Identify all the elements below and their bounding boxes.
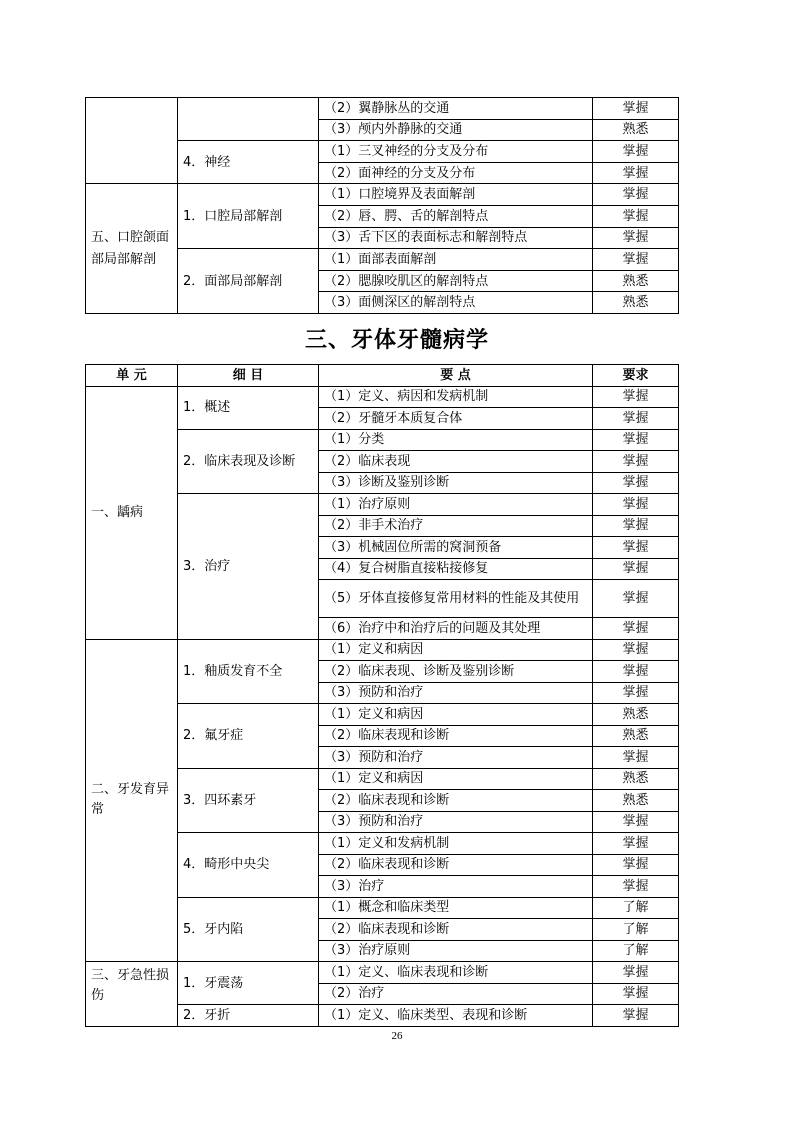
point-cell: （1）分类 xyxy=(319,429,593,451)
anatomy-table-continued xyxy=(85,97,679,314)
point-cell: （1）定义和病因 xyxy=(319,768,593,790)
point-cell: （3）预防和治疗 xyxy=(319,682,593,704)
point-cell: （2）治疗 xyxy=(319,983,593,1005)
unit-cell: 一、龋病 xyxy=(86,386,178,639)
requirement-cell: 熟悉 xyxy=(593,704,679,726)
point-cell: （2）临床表现 xyxy=(319,451,593,473)
point-cell: （1）定义和病因 xyxy=(319,639,593,661)
point-cell: （3）面侧深区的解剖特点 xyxy=(319,292,593,314)
point-cell: （2）临床表现和诊断 xyxy=(319,919,593,941)
requirement-cell: 掌握 xyxy=(593,747,679,769)
requirement-cell: 掌握 xyxy=(593,833,679,855)
requirement-cell: 掌握 xyxy=(593,580,679,618)
sub-cell: 4．畸形中央尖 xyxy=(178,833,319,898)
requirement-cell: 掌握 xyxy=(593,983,679,1005)
point-cell: （1）定义和发病机制 xyxy=(319,833,593,855)
requirement-cell: 掌握 xyxy=(593,429,679,451)
point-cell: （2）临床表现和诊断 xyxy=(319,790,593,812)
sub-cell-empty xyxy=(178,98,319,141)
point-cell: （3）预防和治疗 xyxy=(319,747,593,769)
header-sub: 细 目 xyxy=(178,365,319,387)
sub-cell: 3．四环素牙 xyxy=(178,768,319,833)
point-cell: （4）复合树脂直接粘接修复 xyxy=(319,558,593,580)
unit-cell: 二、牙发育异常 xyxy=(86,639,178,962)
requirement-cell: 了解 xyxy=(593,940,679,962)
page-number: 26 xyxy=(391,1030,403,1042)
requirement-cell: 掌握 xyxy=(593,227,679,249)
point-cell: （6）治疗中和治疗后的问题及其处理 xyxy=(319,618,593,640)
point-cell: （2）牙髓牙本质复合体 xyxy=(319,408,593,430)
point-cell: （1）概念和临床类型 xyxy=(319,897,593,919)
requirement-cell: 了解 xyxy=(593,897,679,919)
point-cell: （2）非手术治疗 xyxy=(319,515,593,537)
requirement-cell: 熟悉 xyxy=(593,270,679,292)
sub-cell: 3．治疗 xyxy=(178,494,319,640)
requirement-cell: 掌握 xyxy=(593,661,679,683)
point-cell: （3）诊断及鉴别诊断 xyxy=(319,472,593,494)
sub-cell: 2．牙折 xyxy=(178,1005,319,1027)
sub-cell: 5．牙内陷 xyxy=(178,897,319,962)
sub-cell: 2．临床表现及诊断 xyxy=(178,429,319,494)
requirement-cell: 掌握 xyxy=(593,1005,679,1027)
point-cell: （1）定义和病因 xyxy=(319,704,593,726)
unit-cell-empty xyxy=(86,98,178,184)
requirement-cell: 掌握 xyxy=(593,494,679,516)
requirement-cell: 掌握 xyxy=(593,537,679,559)
table-header-row xyxy=(86,365,679,387)
point-cell: （1）三叉神经的分支及分布 xyxy=(319,141,593,163)
requirement-cell: 掌握 xyxy=(593,515,679,537)
unit-cell: 三、牙急性损伤 xyxy=(86,962,178,1027)
requirement-cell: 掌握 xyxy=(593,386,679,408)
sub-cell: 4．神经 xyxy=(178,141,319,184)
requirement-cell: 掌握 xyxy=(593,184,679,206)
requirement-cell: 熟悉 xyxy=(593,790,679,812)
requirement-cell: 掌握 xyxy=(593,141,679,163)
sub-cell: 2．面部局部解剖 xyxy=(178,249,319,314)
requirement-cell: 掌握 xyxy=(593,162,679,184)
unit-cell: 五、口腔颌面部局部解剖 xyxy=(86,184,178,314)
requirement-cell: 掌握 xyxy=(593,811,679,833)
sub-cell: 1．概述 xyxy=(178,386,319,429)
requirement-cell: 掌握 xyxy=(593,558,679,580)
point-cell: （2）临床表现和诊断 xyxy=(319,854,593,876)
point-cell: （3）治疗 xyxy=(319,876,593,898)
requirement-cell: 掌握 xyxy=(593,205,679,227)
sub-cell: 1．口腔局部解剖 xyxy=(178,184,319,249)
requirement-cell: 熟悉 xyxy=(593,119,679,141)
point-cell: （3）治疗原则 xyxy=(319,940,593,962)
point-cell: （1）治疗原则 xyxy=(319,494,593,516)
sub-cell: 2．氟牙症 xyxy=(178,704,319,769)
requirement-cell: 熟悉 xyxy=(593,292,679,314)
point-cell: （1）口腔境界及表面解剖 xyxy=(319,184,593,206)
point-cell: （5）牙体直接修复常用材料的性能及其使用 xyxy=(319,580,593,618)
header-point: 要 点 xyxy=(319,365,593,387)
requirement-cell: 熟悉 xyxy=(593,768,679,790)
point-cell: （1）定义、病因和发病机制 xyxy=(319,386,593,408)
point-cell: （3）机械固位所需的窝洞预备 xyxy=(319,537,593,559)
requirement-cell: 掌握 xyxy=(593,876,679,898)
point-cell: （2）腮腺咬肌区的解剖特点 xyxy=(319,270,593,292)
header-requirement: 要求 xyxy=(593,365,679,387)
point-cell: （2）翼静脉丛的交通 xyxy=(319,98,593,120)
point-cell: （1）面部表面解剖 xyxy=(319,249,593,271)
header-unit: 单 元 xyxy=(86,365,178,387)
sub-cell: 1．釉质发育不全 xyxy=(178,639,319,704)
requirement-cell: 掌握 xyxy=(593,854,679,876)
requirement-cell: 掌握 xyxy=(593,408,679,430)
requirement-cell: 掌握 xyxy=(593,962,679,984)
endodontics-table xyxy=(85,364,679,1027)
requirement-cell: 掌握 xyxy=(593,682,679,704)
requirement-cell: 掌握 xyxy=(593,472,679,494)
requirement-cell: 了解 xyxy=(593,919,679,941)
point-cell: （2）临床表现、诊断及鉴别诊断 xyxy=(319,661,593,683)
requirement-cell: 掌握 xyxy=(593,98,679,120)
point-cell: （2）临床表现和诊断 xyxy=(319,725,593,747)
point-cell: （3）颅内外静脉的交通 xyxy=(319,119,593,141)
point-cell: （2）唇、腭、舌的解剖特点 xyxy=(319,205,593,227)
requirement-cell: 掌握 xyxy=(593,618,679,640)
point-cell: （1）定义、临床表现和诊断 xyxy=(319,962,593,984)
sub-cell: 1．牙震荡 xyxy=(178,962,319,1005)
point-cell: （2）面神经的分支及分布 xyxy=(319,162,593,184)
section-title: 三、牙体牙髓病学 xyxy=(304,327,489,353)
requirement-cell: 熟悉 xyxy=(593,725,679,747)
requirement-cell: 掌握 xyxy=(593,639,679,661)
requirement-cell: 掌握 xyxy=(593,451,679,473)
point-cell: （1）定义、临床类型、表现和诊断 xyxy=(319,1005,593,1027)
requirement-cell: 掌握 xyxy=(593,249,679,271)
point-cell: （3）舌下区的表面标志和解剖特点 xyxy=(319,227,593,249)
point-cell: （3）预防和治疗 xyxy=(319,811,593,833)
